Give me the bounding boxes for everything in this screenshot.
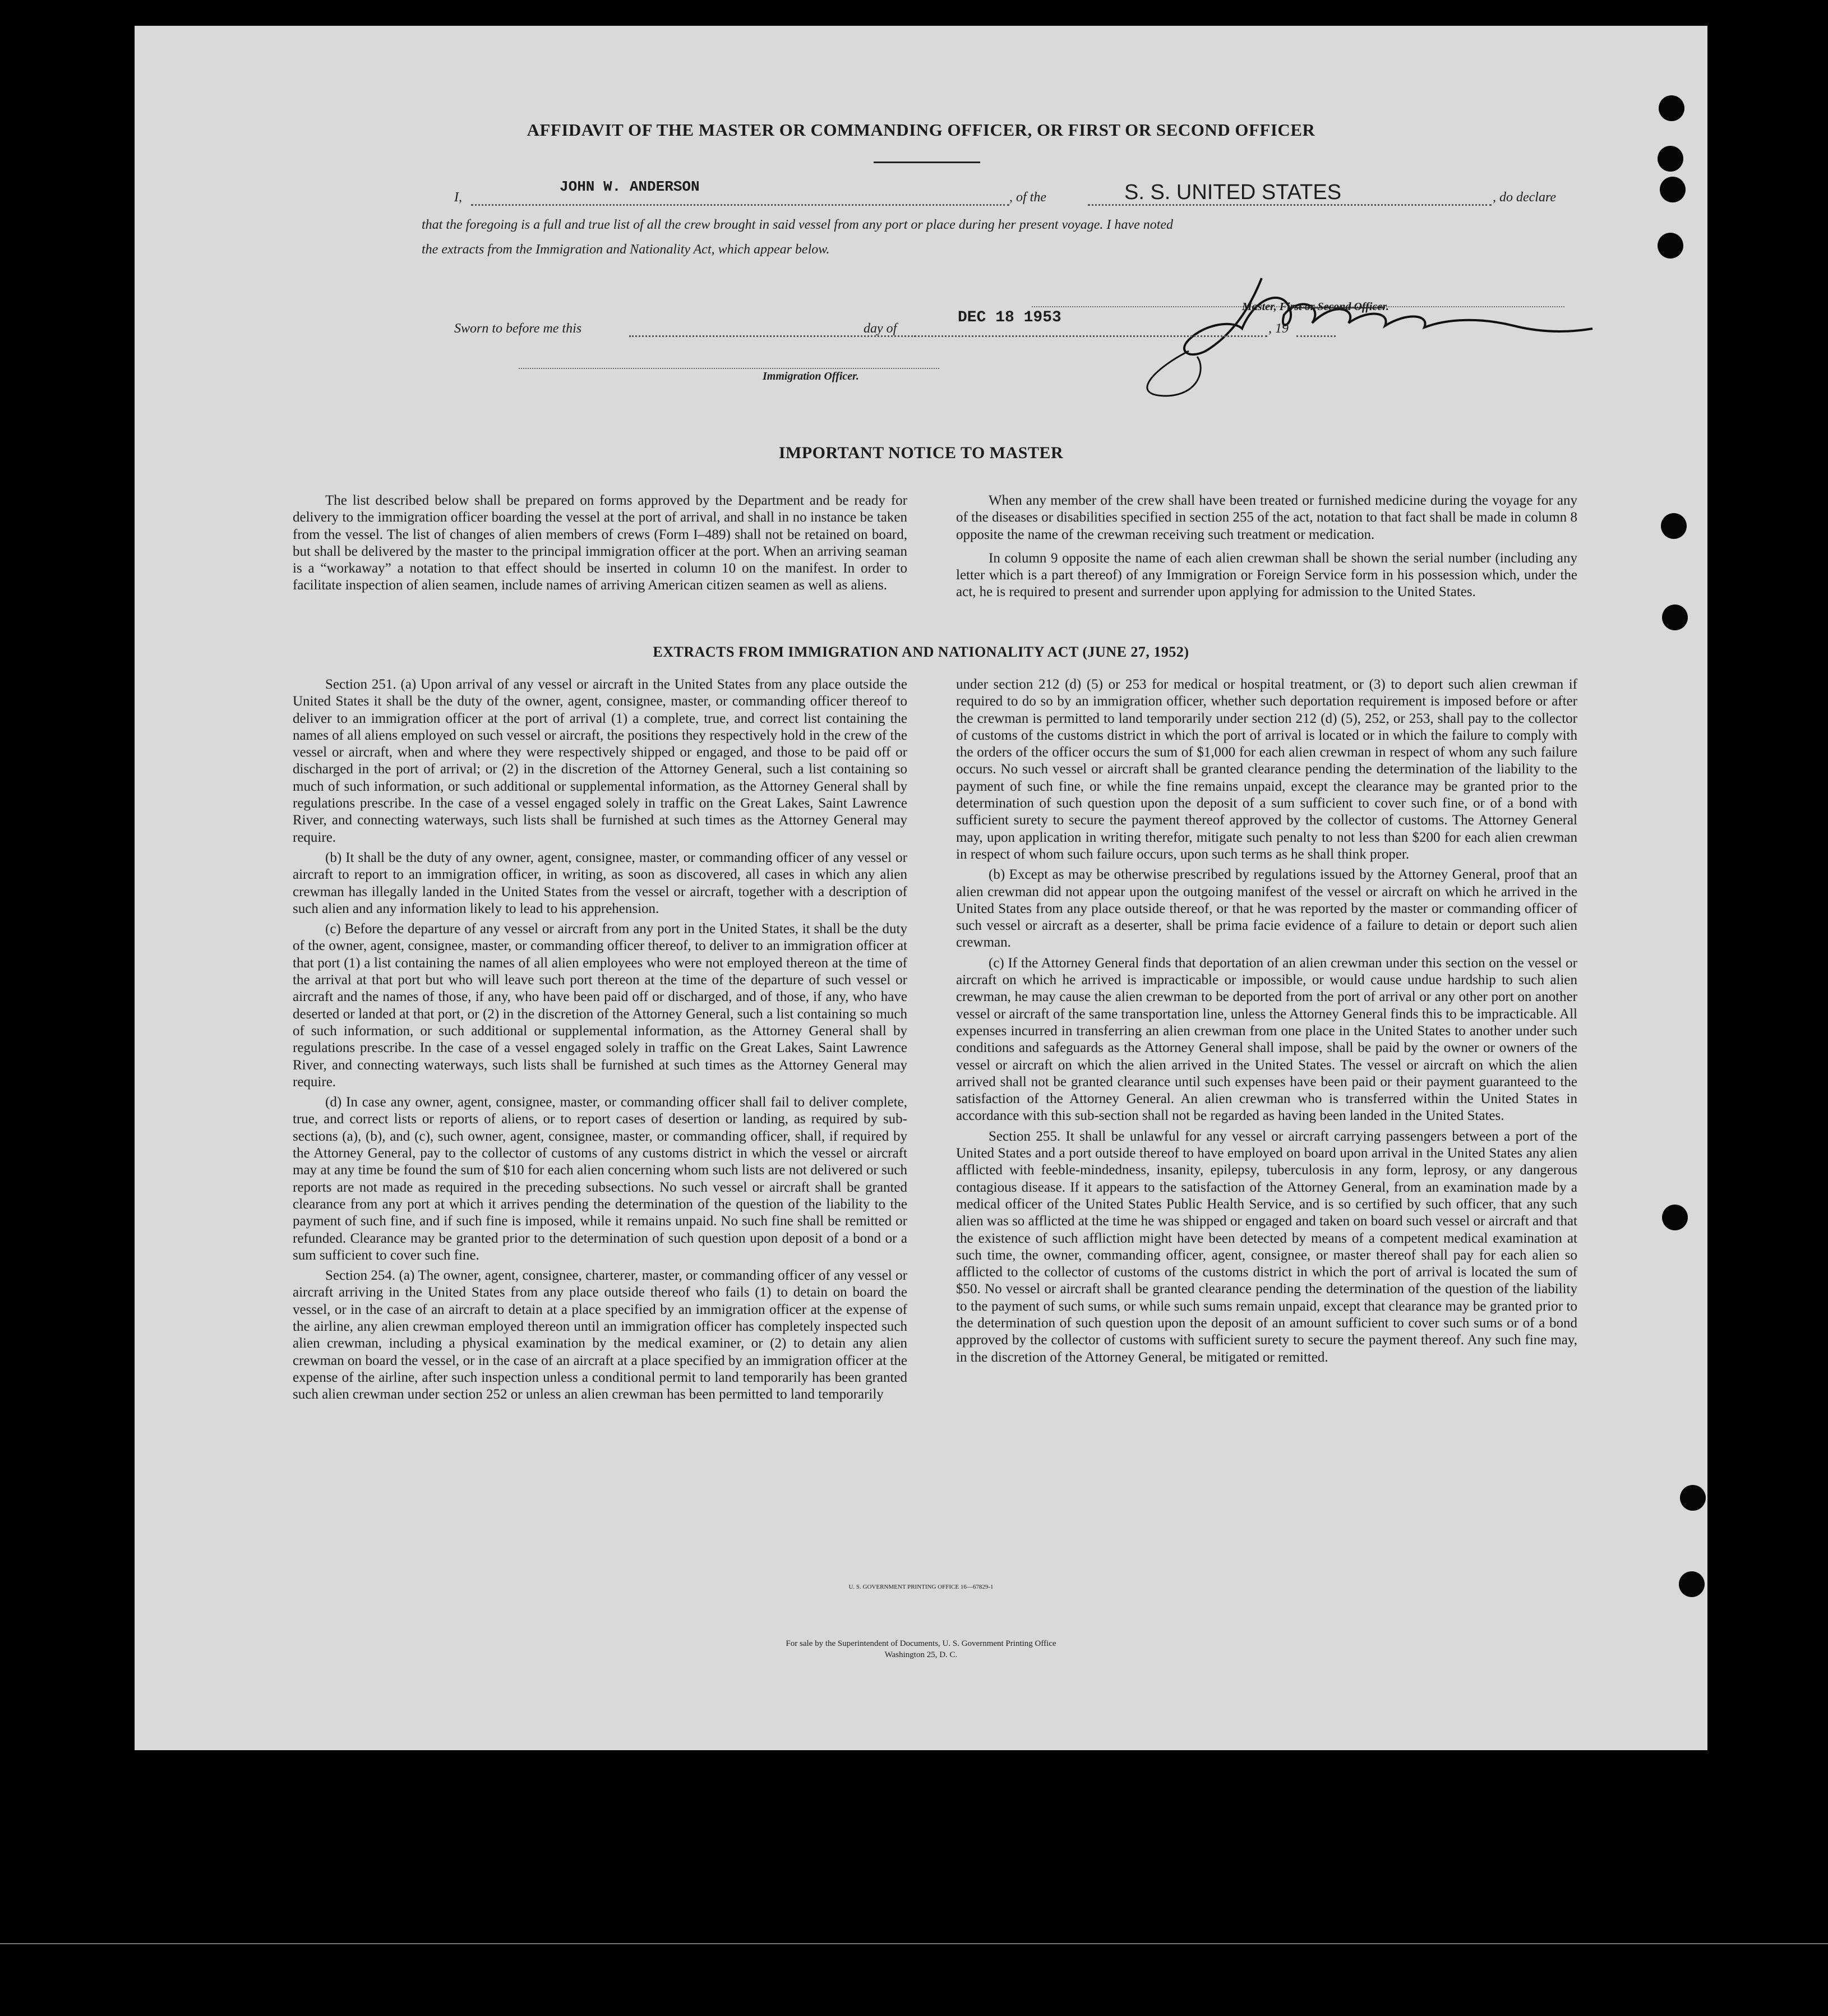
- section-254-b: (b) Except as may be otherwise prescribed by regulations issued by the Attorney General, proof that an alien crewman did not appear upon the outgoing manifest of the vessel or aircraft on which he arrived in the United States from any place outside thereof, or that he was reported by the master or commanding officer of such vessel or aircraft as a deserter, shall be prima facie evidence of a failure to detain or deport such alien crewman.: [956, 867, 1577, 951]
- month-line: [914, 335, 1267, 337]
- binder-hole: [1660, 177, 1686, 202]
- binder-hole: [1659, 95, 1684, 121]
- binder-hole: [1661, 513, 1687, 539]
- extracts-right: [956, 676, 1577, 1369]
- binder-hole: [1658, 233, 1683, 259]
- notice-right: [956, 492, 1577, 605]
- do-declare-label: , do declare: [1493, 190, 1557, 205]
- signature-caption: Master, First or Second Officer.: [1242, 301, 1389, 313]
- declaration-line-1: that the foregoing is a full and true list of all the crew brought in said vessel from any port or place during her present voyage. I have noted: [422, 218, 1174, 232]
- officer-line: [519, 368, 939, 369]
- of-the-label: , of the: [1009, 190, 1046, 205]
- affidavit-title: AFFIDAVIT OF THE MASTER OR COMMANDING OFFICER, OR FIRST OR SECOND OFFICER: [527, 120, 1315, 140]
- printing-office-line: U. S. GOVERNMENT PRINTING OFFICE 16—67829-1: [848, 1584, 994, 1590]
- section-251-d: (d) In case any owner, agent, consignee, master, or commanding officer shall fail to deliver complete, true, and correct lists or reports of aliens, or to report cases of desertion or landing, as required by sub-sections (a), (b), and (c), such owner, agent, consignee, master, or commanding officer, shall, if required by the Attorney General, pay to the collector of customs of any customs district in which the vessel or aircraft may at any time be found the sum of $10 for each alien concerning whom such lists are not delivered or such reports are not made as required in the preceding subsections. No such vessel or aircraft shall be granted clearance from any port at which it arrives pending the determination of the question of the liability to the payment of such fine, and if such fine is imposed, while it remains unpaid. No such fine shall be remitted or refunded. Clearance may be granted prior to the determination of such question upon deposit of a bond or a sum sufficient to cover such fine.: [293, 1095, 907, 1263]
- declaration-line-2: the extracts from the Immigration and Nationality Act, which appear below.: [422, 242, 830, 257]
- sale-line-1: For sale by the Superintendent of Documents, U. S. Government Printing Office: [786, 1639, 1056, 1648]
- scan-edge-line: [0, 1943, 1828, 1944]
- section-251-b: (b) It shall be the duty of any owner, agent, consignee, master, or commanding officer of any vessel or aircraft to report to an immigration officer, in writing, as soon as discovered, all cases in which any alien crewman has illegally landed in the United States from the vessel or aircraft, together with a description of such alien and any information likely to lead to his apprehension.: [293, 850, 907, 916]
- section-254-a: Section 254. (a) The owner, agent, consignee, charterer, master, or commanding officer of any vessel or aircraft arriving in the United States from any place outside thereof who fails (1) to detain on board the vessel, or in the case of an aircraft to detain at a place specified by an immigration officer at the expense of the airline, any alien crewman employed thereon until an immigration officer has completely inspected such alien crewman, including a physical examination by the medical examiner, or (2) to detain any alien crewman on board the vessel, or in the case of an aircraft at a place specified by an immigration officer at the expense of the airline, after such inspection unless a conditional permit to land temporarily has been granted such alien crewman under section 252 or unless an alien crewman has been permitted to land temporarily: [293, 1268, 907, 1403]
- section-254-a-continued: under section 212 (d) (5) or 253 for medical or hospital treatment, or (3) to deport such alien crewman if required to do so by an immigration officer, whether such deportation requirement is imposed before or after the crewman is permitted to land temporarily under section 212 (d) (5), 252, or 253, shall pay to the collector of customs of the customs district in which the port of arrival is located or in which the failure to comply with the orders of the officer occurs the sum of $1,000 for each alien crewman in respect of whom any such failure occurs. No such vessel or aircraft shall be granted clearance pending the determination of the liability to the payment of such fine, or while the fine remains unpaid, except the clearance may be granted prior to the determination of such question upon the deposit of a sum sufficient to cover such fine, or of a bond with sufficient surety to secure the payment thereof approved by the collector of customs. The Attorney General may, upon application in writing therefor, mitigate such penalty to not less than $200 for each alien crewman in respect of whom such failure occurs, upon such terms as he shall think proper.: [956, 677, 1577, 862]
- title-rule: [874, 162, 980, 163]
- extracts-title: EXTRACTS FROM IMMIGRATION AND NATIONALITY ACT (JUNE 27, 1952): [653, 644, 1189, 660]
- i-label: I,: [454, 190, 462, 205]
- year-line: [1296, 335, 1336, 337]
- notice-title: IMPORTANT NOTICE TO MASTER: [778, 444, 1064, 462]
- strike-through: [1294, 307, 1385, 308]
- vessel-name: S. S. UNITED STATES: [1124, 181, 1342, 204]
- sale-line-2: Washington 25, D. C.: [884, 1650, 958, 1659]
- name-line: [471, 204, 1009, 206]
- notice-left-paragraph: The list described below shall be prepared on forms approved by the Department and be ready for delivery to the immigration officer boarding the vessel at the port of arrival, and shall in no instance be taken from the vessel. The list of changes of alien members of crews (Form I–489) shall not be retained on board, but shall be delivered by the master to the principal immigration officer at the port. When an arriving seaman is a “workaway” a notation to that effect should be inserted in column 10 on the manifest. In order to facilitate inspection of alien seamen, include names of arriving American citizen seamen as well as aliens.: [293, 493, 907, 593]
- day-of-label: day of: [864, 321, 897, 336]
- officer-caption: Immigration Officer.: [763, 370, 859, 382]
- binder-hole: [1679, 1571, 1705, 1597]
- binder-hole: [1658, 146, 1683, 172]
- master-signature: [1021, 256, 1615, 402]
- notice-left: [293, 492, 907, 598]
- section-251-c: (c) Before the departure of any vessel or aircraft from any port in the United States, it shall be the duty of the owner, agent, consignee, master, or commanding officer thereof, to deliver to an immigration officer at that port (1) a list containing the names of all alien employees who were not employed thereon at the time of the arrival at that port but who will leave such port thereon at the time of the departure of such vessel or aircraft and the names of those, if any, who have been paid off or discharged, and of those, if any, who have deserted or landed at that port, or (2) in the discretion of the Attorney General, such a list containing so much of such information, or such additional or supplemental information, as the Attorney General shall by regulations prescribe. In the case of a vessel engaged solely in traffic on the Great Lakes, Saint Lawrence River, and connecting waterways, such lists shall be furnished at such times as the Attorney General may require.: [293, 921, 907, 1090]
- sworn-label: Sworn to before me this: [454, 321, 582, 336]
- binder-hole: [1662, 1205, 1688, 1230]
- notice-right-paragraph-2: In column 9 opposite the name of each alien crewman shall be shown the serial number (including any letter which is a part thereof) of any Immigration or Foreign Service form in his possession which, under the act, he is required to present and surrender upon applying for admission to the United States.: [956, 550, 1577, 600]
- year-label: , 19: [1268, 321, 1289, 336]
- extracts-left: [293, 676, 907, 1406]
- notice-right-paragraph-1: When any member of the crew shall have been treated or furnished medicine during the voyage for any of the diseases or disabilities specified in section 255 of the act, notation to that fact shall be made in column 8 opposite the name of the crewman receiving such treatment or medication.: [956, 493, 1577, 542]
- binder-hole: [1662, 605, 1688, 630]
- document-page: [135, 26, 1707, 1750]
- section-251-a: Section 251. (a) Upon arrival of any vessel or aircraft in the United States from any place outside the United States it shall be the duty of the owner, agent, consignee, master, or commanding officer thereof to deliver to an immigration officer at the port of arrival (1) a complete, true, and correct list containing the names of all aliens employed on such vessel or aircraft, the positions they respectively hold in the crew of the vessel or aircraft, when and where they were respectively shipped or engaged, and those to be paid off or discharged in the port of arrival; or (2) in the discretion of the Attorney General, such a list containing so much of such information, or such additional or supplemental information, as the Attorney General shall by regulations prescribe. In the case of a vessel engaged solely in traffic on the Great Lakes, Saint Lawrence River, and connecting waterways, such lists shall be furnished at such times as the Attorney General may require.: [293, 677, 907, 845]
- section-255: Section 255. It shall be unlawful for any vessel or aircraft carrying passengers between a port of the United States and a port outside thereof to have employed on board upon arrival in the United States any alien afflicted with feeble-mindedness, insanity, epilepsy, tuberculosis in any form, leprosy, or any dangerous contagious disease. If it appears to the satisfaction of the Attorney General, from an examination made by a medical officer of the United States Public Health Service, and is so certified by such officer, that any such alien was so afflicted at the time he was shipped or engaged and taken on board such vessel or aircraft and that the existence of such affliction might have been detected by means of a competent medical examination at such time, the owner, commanding officer, agent, consignee, or master thereof shall pay for each alien so afflicted to the collector of customs of the customs district in which the port of arrival is located the sum of $50. No vessel or aircraft shall be granted clearance pending the determination of the question of the liability to the payment of such sums, or while such sums remain unpaid, except that clearance may be granted prior to the determination of such question upon the deposit of an amount sufficient to cover such sums or of a bond approved by the collector of customs with sufficient surety to secure the payment thereof. Any such fine may, in the discretion of the Attorney General, be mitigated or remitted.: [956, 1128, 1577, 1365]
- master-name: JOHN W. ANDERSON: [560, 178, 700, 195]
- date-stamp: DEC 18 1953: [958, 309, 1061, 326]
- binder-hole: [1680, 1485, 1706, 1511]
- section-254-c: (c) If the Attorney General finds that deportation of an alien crewman under this section on the vessel or aircraft on which he arrived is impracticable or impossible, or would cause undue hardship to such alien crewman, he may cause the alien crewman to be deported from the port of arrival or any other port on another vessel or aircraft of the same transportation line, unless the Attorney General finds this to be impracticable. All expenses incurred in transferring an alien crewman from one place in the United States to another under such conditions and safeguards as the Attorney General shall impose, shall be paid by the owner or owners of the vessel or aircraft on which the alien arrived in the United States. The vessel or aircraft on which the alien arrived shall not be granted clearance until such expenses have been paid or their payment guaranteed to the satisfaction of the Attorney General. An alien crewman who is transferred within the United States in accordance with this sub-section shall not be regarded as having been landed in the United States.: [956, 955, 1577, 1124]
